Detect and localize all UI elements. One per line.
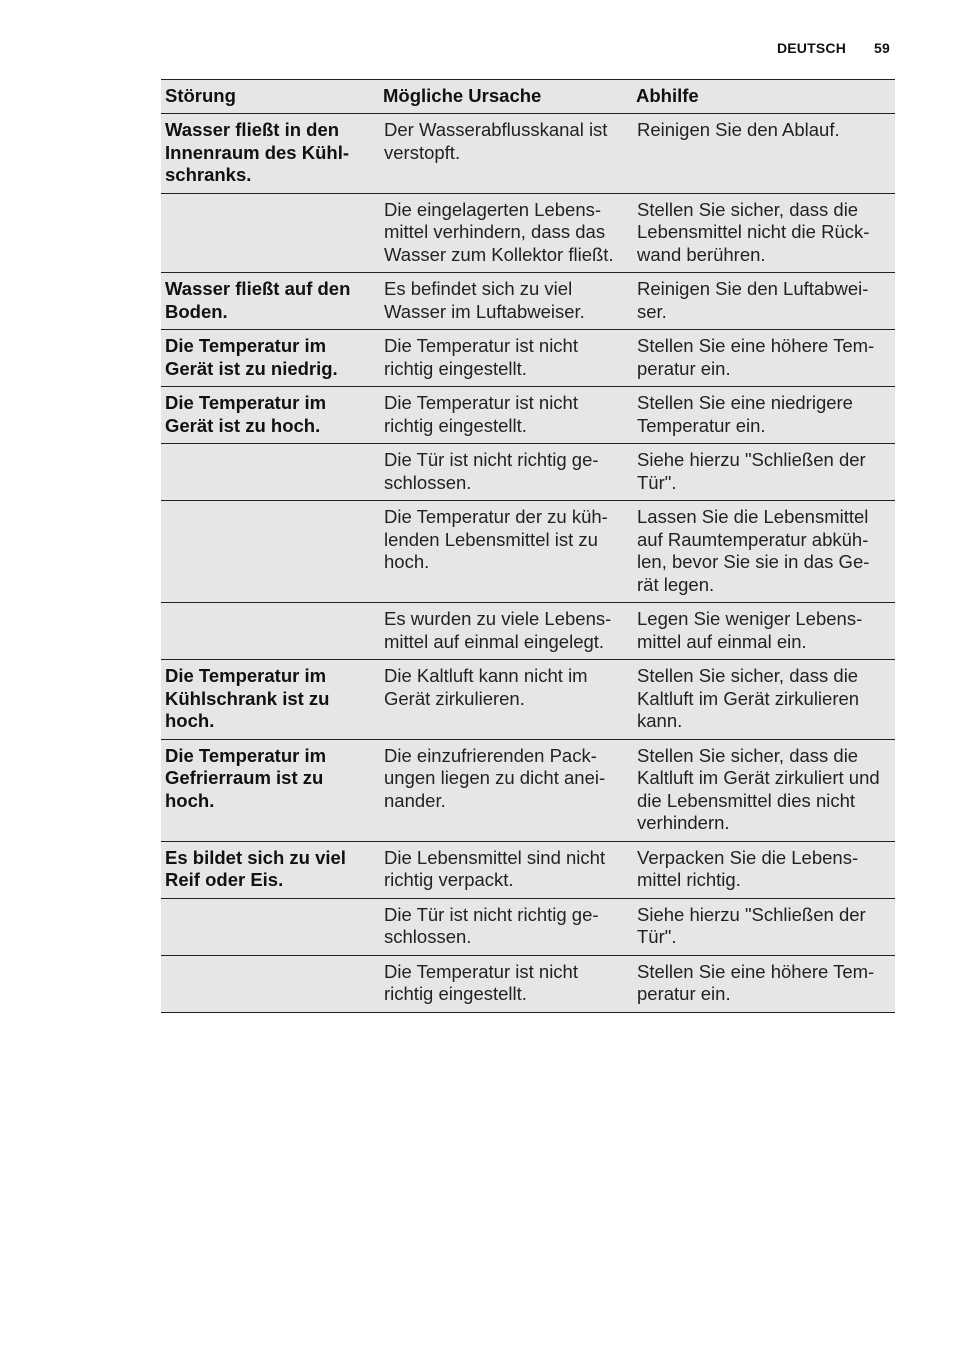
cause-cell: Die einzufrierenden Pack- ungen liegen zu dicht anei- nander. xyxy=(379,739,632,841)
problem-cell: Die Temperatur im Kühlschrank ist zu hoch. xyxy=(161,660,379,740)
problem-cell xyxy=(161,501,379,603)
cause-cell: Die Tür ist nicht richtig ge- schlossen. xyxy=(379,898,632,955)
remedy-cell: Reinigen Sie den Ablauf. xyxy=(632,114,895,194)
table-row xyxy=(161,387,895,444)
table-row xyxy=(161,444,895,501)
remedy-cell: Stellen Sie sicher, dass die Lebensmittel nicht die Rück- wand berühren. xyxy=(632,193,895,273)
table-row xyxy=(161,660,895,740)
remedy-cell: Lassen Sie die Lebensmittel auf Raumtemperatur abküh- len, bevor Sie sie in das Ge- rät legen. xyxy=(632,501,895,603)
problem-cell xyxy=(161,603,379,660)
table-row xyxy=(161,841,895,898)
remedy-cell: Siehe hierzu "Schließen der Tür". xyxy=(632,898,895,955)
problem-cell xyxy=(161,444,379,501)
remedy-cell: Stellen Sie eine niedrigere Temperatur ein. xyxy=(632,387,895,444)
problem-cell: Wasser fließt in den Innenraum des Kühl- schranks. xyxy=(161,114,379,194)
problem-cell xyxy=(161,898,379,955)
cause-cell: Die eingelagerten Lebens- mittel verhindern, dass das Wasser zum Kollektor fließt. xyxy=(379,193,632,273)
cause-cell: Es befindet sich zu viel Wasser im Luftabweiser. xyxy=(379,273,632,330)
cause-cell: Der Wasserabflusskanal ist verstopft. xyxy=(379,114,632,194)
problem-cell: Die Temperatur im Gerät ist zu niedrig. xyxy=(161,330,379,387)
table-row xyxy=(161,273,895,330)
remedy-cell: Verpacken Sie die Lebens- mittel richtig. xyxy=(632,841,895,898)
remedy-cell: Stellen Sie eine höhere Tem- peratur ein. xyxy=(632,330,895,387)
cause-cell: Die Temperatur ist nicht richtig eingestellt. xyxy=(379,387,632,444)
table-row xyxy=(161,739,895,841)
column-header-cause: Mögliche Ursache xyxy=(379,80,632,114)
troubleshooting-table xyxy=(161,79,895,1013)
table-row xyxy=(161,501,895,603)
remedy-cell: Stellen Sie eine höhere Tem- peratur ein. xyxy=(632,955,895,1012)
table-row xyxy=(161,955,895,1012)
table-row xyxy=(161,330,895,387)
cause-cell: Die Temperatur ist nicht richtig eingestellt. xyxy=(379,955,632,1012)
problem-cell: Wasser fließt auf den Boden. xyxy=(161,273,379,330)
table-row xyxy=(161,603,895,660)
remedy-cell: Reinigen Sie den Luftabwei- ser. xyxy=(632,273,895,330)
remedy-cell: Stellen Sie sicher, dass die Kaltluft im Gerät zirkulieren kann. xyxy=(632,660,895,740)
table-row xyxy=(161,114,895,194)
remedy-cell: Siehe hierzu "Schließen der Tür". xyxy=(632,444,895,501)
problem-cell: Es bildet sich zu viel Reif oder Eis. xyxy=(161,841,379,898)
cause-cell: Die Temperatur der zu küh- lenden Lebensmittel ist zu hoch. xyxy=(379,501,632,603)
column-header-remedy: Abhilfe xyxy=(632,80,895,114)
problem-cell xyxy=(161,193,379,273)
cause-cell: Die Lebensmittel sind nicht richtig verpackt. xyxy=(379,841,632,898)
header-language: DEUTSCH xyxy=(776,40,847,56)
remedy-cell: Stellen Sie sicher, dass die Kaltluft im Gerät zirkuliert und die Lebensmittel dies nicht verhindern. xyxy=(632,739,895,841)
table-row xyxy=(161,193,895,273)
page-header xyxy=(760,38,890,58)
cause-cell: Die Kaltluft kann nicht im Gerät zirkulieren. xyxy=(379,660,632,740)
cause-cell: Die Tür ist nicht richtig ge- schlossen. xyxy=(379,444,632,501)
column-header-problem: Störung xyxy=(161,80,379,114)
remedy-cell: Legen Sie weniger Lebens- mittel auf einmal ein. xyxy=(632,603,895,660)
problem-cell: Die Temperatur im Gerät ist zu hoch. xyxy=(161,387,379,444)
table-row xyxy=(161,898,895,955)
cause-cell: Es wurden zu viele Lebens- mittel auf einmal eingelegt. xyxy=(379,603,632,660)
table-header-row xyxy=(161,80,895,114)
problem-cell: Die Temperatur im Gefrierraum ist zu hoch. xyxy=(161,739,379,841)
problem-cell xyxy=(161,955,379,1012)
cause-cell: Die Temperatur ist nicht richtig eingestellt. xyxy=(379,330,632,387)
page-number: 59 xyxy=(874,40,890,56)
